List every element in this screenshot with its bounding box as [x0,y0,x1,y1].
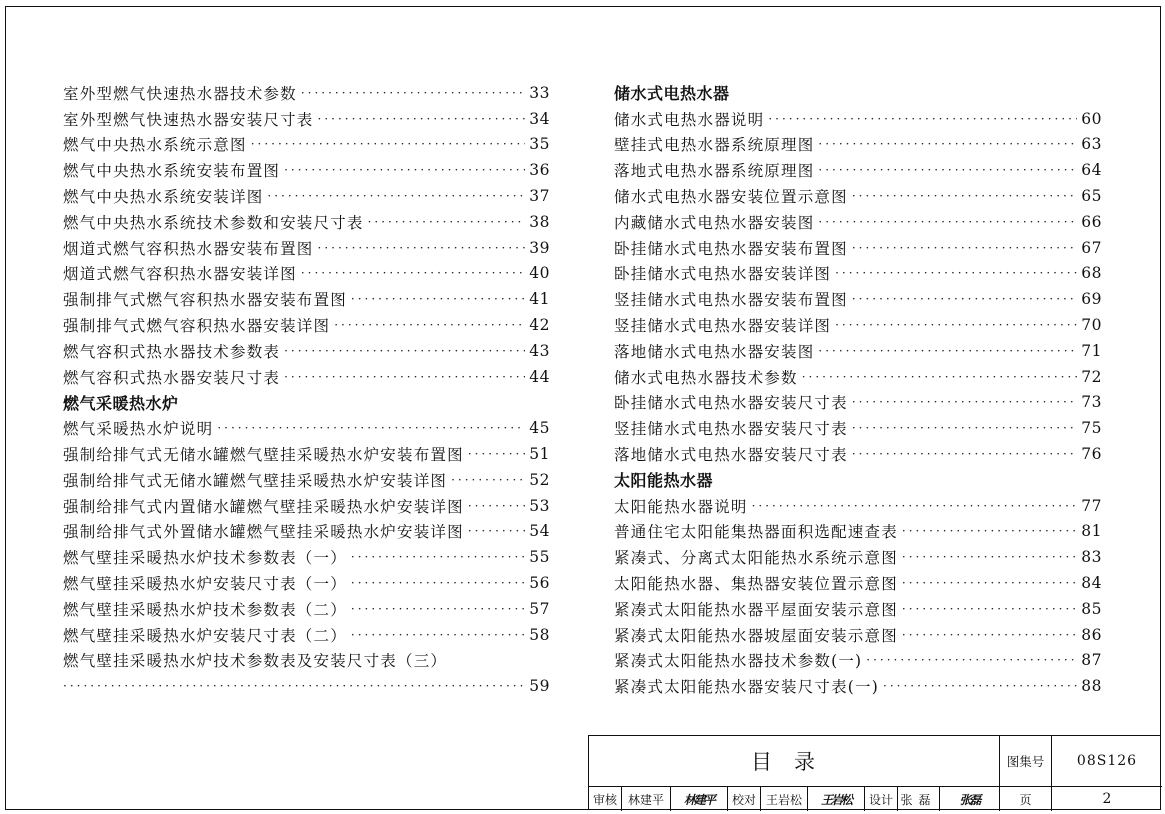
toc-entry-title: 紧凑式、分离式太阳能热水系统示意图 [614,549,898,568]
toc-entry [63,467,550,493]
toc-entry-page: 83 [1081,548,1102,567]
toc-entry-title: 燃气壁挂采暖热水炉技术参数表（一） [63,549,347,568]
dot-leader [852,421,1077,435]
toc-entry-title: 烟道式燃气容积热水器安装详图 [63,265,297,284]
toc-entry-page: 69 [1081,290,1102,309]
reviewer-signature: 林建平 [671,787,728,811]
toc-entry [63,157,550,183]
toc-entry-title: 紧凑式太阳能热水器安装尺寸表(一) [614,678,879,697]
toc-entry-title: 燃气容积式热水器安装尺寸表 [63,368,281,387]
toc-entry-page: 59 [529,677,550,696]
toc-entry-title: 壁挂式电热水器系统原理图 [614,136,815,155]
dot-leader [63,679,525,693]
toc-entry-title: 紧凑式太阳能热水器技术参数(一) [614,652,863,671]
toc-entry-page: 40 [529,264,550,283]
toc-entry-page: 54 [529,522,550,541]
toc-entry-page: 88 [1081,677,1102,696]
toc-entry [63,364,550,390]
dot-leader [768,112,1077,126]
title-block [588,735,1161,810]
dot-leader [284,370,525,384]
toc-entry [614,441,1102,467]
checker-signature: 王岩松 [808,787,865,811]
toc-entry-page: 84 [1081,574,1102,593]
dot-leader [351,628,525,642]
toc-entry-title: 强制排气式燃气容积热水器安装详图 [63,317,331,336]
dot-leader [251,137,526,151]
section-heading [614,467,1102,493]
toc-entry [614,648,1102,674]
toc-entry [63,493,550,519]
toc-entry-title: 燃气中央热水系统示意图 [63,136,247,155]
toc-entry-title: 燃气中央热水系统安装详图 [63,188,264,207]
toc-entry-page: 34 [529,109,550,128]
toc-entry-title: 紧凑式太阳能热水器平屋面安装示意图 [614,600,898,619]
toc-entry-page: 71 [1081,341,1102,360]
atlas-number: 08S126 [1052,736,1162,787]
toc-entry-page: 86 [1081,625,1102,644]
dot-leader [852,447,1077,461]
dot-leader [852,189,1077,203]
toc-entry [614,415,1102,441]
toc-entry-title: 室外型燃气快速热水器技术参数 [63,84,297,103]
section-heading-text: 储水式电热水器 [614,84,730,104]
toc-entry-page: 33 [529,83,550,102]
toc-entry-page: 52 [529,470,550,489]
section-heading [63,390,550,416]
page-label: 页 [1000,787,1052,811]
toc-entry [614,312,1102,338]
toc-entry-title: 烟道式燃气容积热水器安装布置图 [63,239,314,258]
toc-entry-title: 燃气壁挂采暖热水炉安装尺寸表（一） [63,575,347,594]
toc-entry [614,106,1102,132]
toc-entry-title: 燃气壁挂采暖热水炉技术参数表及安装尺寸表（三） [63,652,448,671]
toc-entry-page: 65 [1081,187,1102,206]
dot-leader [351,576,525,590]
dot-leader [902,628,1077,642]
page-number: 2 [1102,791,1112,807]
toc-entry [63,312,550,338]
toc-entry [63,596,550,622]
toc-entry-page: 67 [1081,238,1102,257]
dot-leader [284,163,525,177]
toc-entry-title: 竖挂储水式电热水器安装详图 [614,317,832,336]
dot-leader [318,112,526,126]
dot-leader [902,602,1077,616]
toc-entry-title: 储水式电热水器安装位置示意图 [614,188,848,207]
toc-entry [614,622,1102,648]
check-label: 校对 [728,787,761,811]
toc-entry-title: 燃气中央热水系统安装布置图 [63,162,281,181]
dot-leader [267,189,525,203]
toc-entry [63,183,550,209]
toc-entry [63,338,550,364]
toc-entry-title: 落地式电热水器系统原理图 [614,162,815,181]
toc-entry-page: 39 [529,238,550,257]
toc-entry [614,132,1102,158]
toc-entry-title: 强制排气式燃气容积热水器安装布置图 [63,291,347,310]
toc-entry-page: 44 [529,367,550,386]
toc-entry [63,80,550,106]
dot-leader [301,266,525,280]
section-heading [614,80,1102,106]
toc-entry-title: 卧挂储水式电热水器安装详图 [614,265,832,284]
toc-entry-title: 落地储水式电热水器安装尺寸表 [614,446,848,465]
toc-entry-title: 强制给排气式无储水罐燃气壁挂采暖热水炉安装布置图 [63,446,464,465]
toc-entry-title: 落地储水式电热水器安装图 [614,342,815,361]
toc-entry-page: 56 [529,574,550,593]
toc-entry-title: 燃气容积式热水器技术参数表 [63,342,281,361]
review-label: 审核 [589,787,622,811]
dot-leader [318,241,526,255]
toc-entry [614,673,1102,699]
toc-entry-title: 紧凑式太阳能热水器坡屋面安装示意图 [614,626,898,645]
toc-entry-page: 66 [1081,212,1102,231]
dot-leader [468,524,525,538]
toc-entry-title: 卧挂储水式电热水器安装尺寸表 [614,394,848,413]
toc-entry-page: 72 [1081,367,1102,386]
dot-leader [301,86,525,100]
dot-leader [468,447,525,461]
toc-entry-page: 63 [1081,135,1102,154]
toc-entry [614,235,1102,261]
dot-leader [468,499,525,513]
toc-entry [63,106,550,132]
toc-entry [63,544,550,570]
reviewer-name: 林建平 [622,787,671,811]
dot-leader [852,292,1077,306]
toc-entry-page: 73 [1081,393,1102,412]
atlas-number-label: 图集号 [1000,736,1052,787]
dot-leader [835,266,1077,280]
dot-leader [284,344,525,358]
toc-right-column [614,80,1102,699]
toc-entry-title: 储水式电热水器技术参数 [614,368,798,387]
toc-entry-title: 储水式电热水器说明 [614,110,765,129]
toc-entry-page: 58 [529,625,550,644]
toc-entry-title: 强制给排气式外置储水罐燃气壁挂采暖热水炉安装详图 [63,523,464,542]
dot-leader [351,602,525,616]
toc-entry [63,673,550,699]
toc-entry-page: 76 [1081,445,1102,464]
toc-entry-page: 60 [1081,109,1102,128]
dot-leader [752,499,1078,513]
toc-entry-title: 内藏储水式电热水器安装图 [614,213,815,232]
toc-entry [614,338,1102,364]
toc-entry-title: 强制给排气式无储水罐燃气壁挂采暖热水炉安装详图 [63,471,448,490]
dot-leader [351,292,525,306]
toc-entry [614,596,1102,622]
toc-entry [614,570,1102,596]
toc-entry [614,183,1102,209]
toc-entry-title: 燃气壁挂采暖热水炉安装尺寸表（二） [63,626,347,645]
dot-leader [902,524,1077,538]
toc-entry [63,622,550,648]
toc-entry-page: 87 [1081,651,1102,670]
toc-entry-page: 36 [529,161,550,180]
toc-entry-page: 68 [1081,264,1102,283]
toc-entry [63,235,550,261]
toc-left-column [63,80,550,699]
toc-entry-page: 64 [1081,161,1102,180]
toc-entry-title: 竖挂储水式电热水器安装布置图 [614,291,848,310]
dot-leader [835,318,1077,332]
toc-entry-title: 普通住宅太阳能集热器面积选配速查表 [614,523,898,542]
toc-entry-page: 42 [529,316,550,335]
dot-leader [818,137,1077,151]
dot-leader [451,473,525,487]
dot-leader [334,318,525,332]
dot-leader [818,215,1077,229]
toc-entry-title: 太阳能热水器、集热器安装位置示意图 [614,575,898,594]
toc-entry-title: 燃气采暖热水炉说明 [63,420,214,439]
toc-entry [614,261,1102,287]
toc-entry-page: 70 [1081,316,1102,335]
toc-entry-page: 57 [529,599,550,618]
dot-leader [217,421,525,435]
toc-entry [63,441,550,467]
checker-name: 王岩松 [761,787,808,811]
toc-entry [63,648,550,674]
toc-entry-page: 53 [529,496,550,515]
section-heading-text: 燃气采暖热水炉 [63,393,179,413]
toc-entry [63,261,550,287]
toc-entry [63,570,550,596]
dot-leader [852,395,1077,409]
toc-entry [614,209,1102,235]
design-label: 设计 [865,787,898,811]
toc-entry-page: 41 [529,290,550,309]
toc-entry-page: 85 [1081,599,1102,618]
toc-entry [63,286,550,312]
designer-signature: 张磊 [940,787,1000,811]
toc-entry [63,415,550,441]
toc-entry [614,390,1102,416]
toc-entry-title: 强制给排气式内置储水罐燃气壁挂采暖热水炉安装详图 [63,497,464,516]
dot-leader [883,679,1077,693]
toc-entry-page: 43 [529,341,550,360]
toc-entry [614,364,1102,390]
toc-entry-page: 37 [529,187,550,206]
dot-leader [852,241,1077,255]
dot-leader [818,344,1077,358]
toc-entry-title: 室外型燃气快速热水器安装尺寸表 [63,110,314,129]
toc-entry-page: 81 [1081,522,1102,541]
toc-entry-title: 燃气壁挂采暖热水炉技术参数表（二） [63,600,347,619]
toc-entry-page: 51 [529,445,550,464]
toc-entry-title: 卧挂储水式电热水器安装布置图 [614,239,848,258]
toc-entry-page: 45 [529,419,550,438]
dot-leader [802,370,1078,384]
dot-leader [902,550,1077,564]
dot-leader [866,653,1077,667]
toc-entry [63,132,550,158]
toc-entry [63,519,550,545]
toc-entry [614,493,1102,519]
toc-entry-title: 竖挂储水式电热水器安装尺寸表 [614,420,848,439]
title-block-title: 目录 [589,736,1000,787]
designer-name: 张磊 [898,787,940,811]
toc-entry-page: 77 [1081,496,1102,515]
dot-leader [902,576,1077,590]
toc-entry-page: 35 [529,135,550,154]
toc-entry-page: 38 [529,212,550,231]
dot-leader [351,550,525,564]
dot-leader [368,215,526,229]
toc-entry [614,157,1102,183]
toc-entry [614,544,1102,570]
toc-entry-page: 75 [1081,419,1102,438]
toc-entry-title: 燃气中央热水系统技术参数和安装尺寸表 [63,213,364,232]
toc-entry [63,209,550,235]
toc-entry [614,519,1102,545]
section-heading-text: 太阳能热水器 [614,471,714,491]
toc-entry [614,286,1102,312]
toc-entry-page: 55 [529,548,550,567]
toc-entry-title: 太阳能热水器说明 [614,497,748,516]
dot-leader [818,163,1077,177]
